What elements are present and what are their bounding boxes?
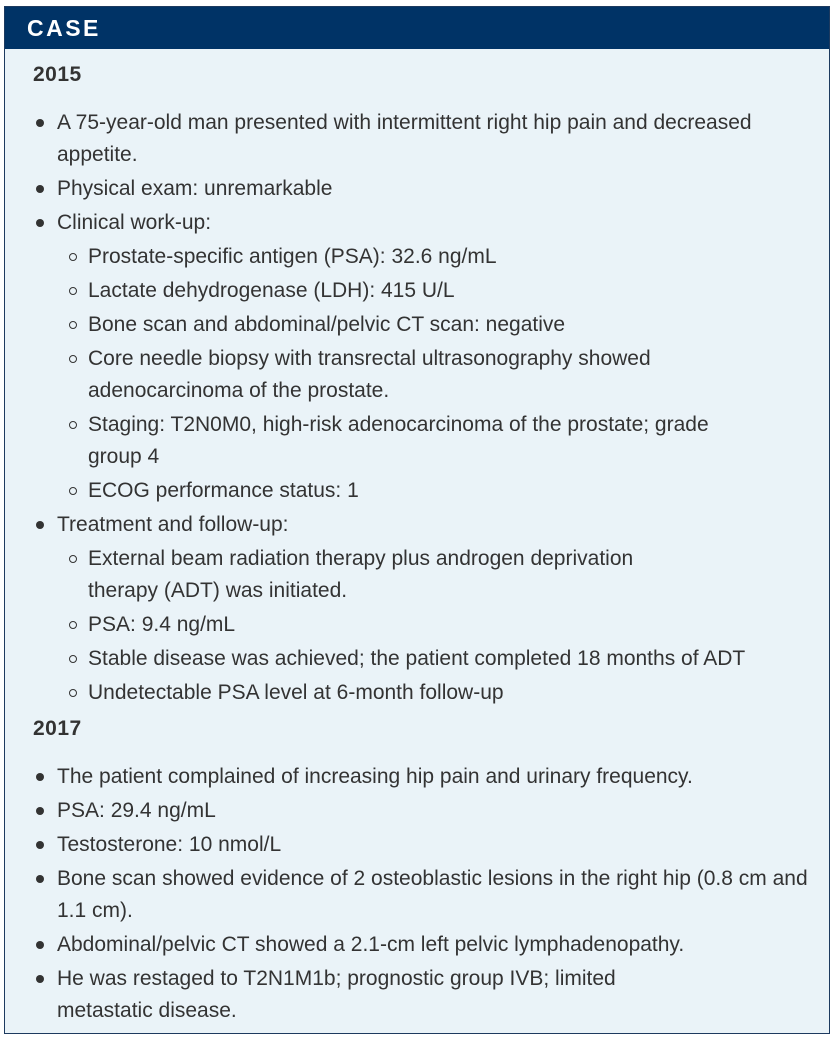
sub-list-item: PSA: 9.4 ng/mL (57, 609, 809, 641)
bullet-list-2017 (33, 761, 809, 1027)
list-item-text: Testosterone: 10 nmol/L (57, 833, 282, 856)
sub-list-item: Core needle biopsy with transrectal ultrasonography showed adenocarcinoma of the prostate. (57, 343, 809, 407)
sub-list-item: Undetectable PSA level at 6-month follow-up (57, 677, 809, 709)
list-item (33, 509, 809, 709)
list-item (33, 761, 809, 793)
year-heading-2015: 2015 (33, 63, 82, 86)
sub-list-item: External beam radiation therapy plus androgen deprivation therapy (ADT) was initiated. (57, 543, 809, 607)
list-item-text: Physical exam: unremarkable (57, 177, 333, 200)
list-item-text: A 75-year-old man presented with intermittent right hip pain and decreased appetite. (57, 111, 752, 166)
sub-list-item: ECOG performance status: 1 (57, 475, 809, 507)
case-body (5, 49, 829, 1027)
bullet-list-2015 (33, 107, 809, 709)
list-item (33, 829, 809, 861)
sub-list-item: Stable disease was achieved; the patient completed 18 months of ADT (57, 643, 809, 675)
sub-list-item: Lactate dehydrogenase (LDH): 415 U/L (57, 275, 809, 307)
list-item-text: Treatment and follow-up: (57, 513, 289, 536)
sub-list-treatment (57, 543, 809, 709)
sub-list-item: Prostate-specific antigen (PSA): 32.6 ng/mL (57, 241, 809, 273)
year-heading-2017: 2017 (33, 717, 82, 740)
sub-list-clinical-workup (57, 241, 809, 507)
list-item-text: He was restaged to T2N1M1b; prognostic group IVB; limited metastatic disease. (57, 967, 616, 1022)
list-item (33, 863, 809, 927)
list-item (33, 107, 809, 171)
list-item-text: Clinical work-up: (57, 211, 212, 234)
case-header: CASE (5, 7, 829, 49)
case-box (4, 6, 830, 1034)
list-item (33, 207, 809, 507)
list-item (33, 929, 809, 961)
list-item-text: Abdominal/pelvic CT showed a 2.1-cm left pelvic lymphadenopathy. (57, 933, 685, 956)
list-item-text: PSA: 29.4 ng/mL (57, 799, 216, 822)
list-item-text: Bone scan showed evidence of 2 osteoblastic lesions in the right hip (0.8 cm and 1.1 cm). (57, 867, 808, 922)
sub-list-item: Bone scan and abdominal/pelvic CT scan: negative (57, 309, 809, 341)
list-item (33, 795, 809, 827)
list-item (33, 173, 809, 205)
list-item (33, 963, 809, 1027)
list-item-text: The patient complained of increasing hip pain and urinary frequency. (57, 765, 693, 788)
sub-list-item: Staging: T2N0M0, high-risk adenocarcinoma of the prostate; grade group 4 (57, 409, 809, 473)
